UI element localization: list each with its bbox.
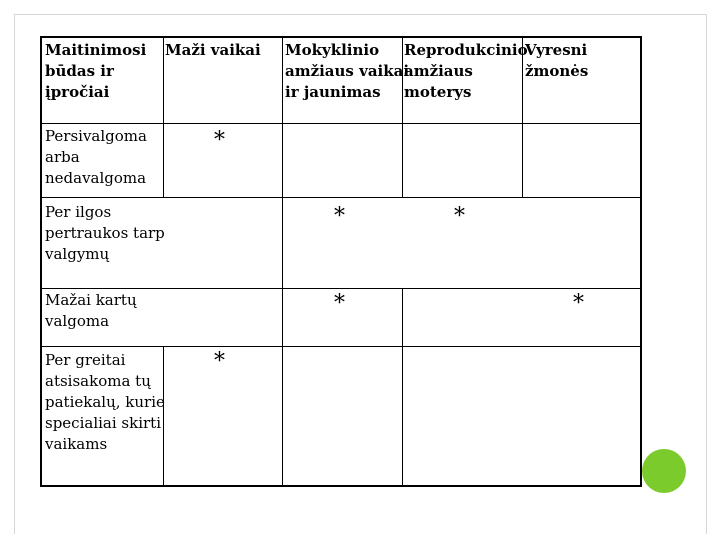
mark-star: * (214, 349, 225, 374)
row-label-long-breaks: Per ilgos pertraukos tarp valgymų (45, 203, 165, 263)
row-label-few-meals: Mažai kartų valgoma (45, 291, 137, 330)
header-small-children: Maži vaikai (165, 41, 261, 59)
row-divider (42, 288, 640, 289)
row-divider (42, 197, 640, 198)
row-divider (42, 346, 640, 347)
row-label-quitting-child-food: Per greitai atsisakoma tų patiekalų, kurie specialiai skirti vaikams (45, 351, 165, 453)
mark-star: * (334, 204, 345, 229)
header-elderly: Vyresni žmonės (525, 41, 589, 80)
header-habits: Maitinimosi būdas ir įpročiai (45, 41, 147, 101)
nutrition-habits-table (40, 36, 642, 487)
col-divider (163, 38, 164, 198)
col-divider (402, 288, 403, 487)
header-school-age: Mokyklinio amžiaus vaikai ir jaunimas (285, 41, 410, 101)
header-reproductive-women: Reprodukcinio amžiaus moterys (404, 41, 528, 101)
mark-star: * (334, 291, 345, 316)
row-divider (42, 123, 640, 124)
col-divider (282, 38, 283, 487)
slide-frame-right (706, 14, 707, 534)
slide-frame-left (14, 14, 15, 534)
slide-frame-top (14, 14, 706, 15)
mark-star: * (573, 291, 584, 316)
mark-star: * (214, 128, 225, 153)
mark-star: * (454, 204, 465, 229)
green-accent-dot (642, 449, 686, 493)
row-label-overeating: Persivalgoma arba nedavalgoma (45, 127, 147, 187)
